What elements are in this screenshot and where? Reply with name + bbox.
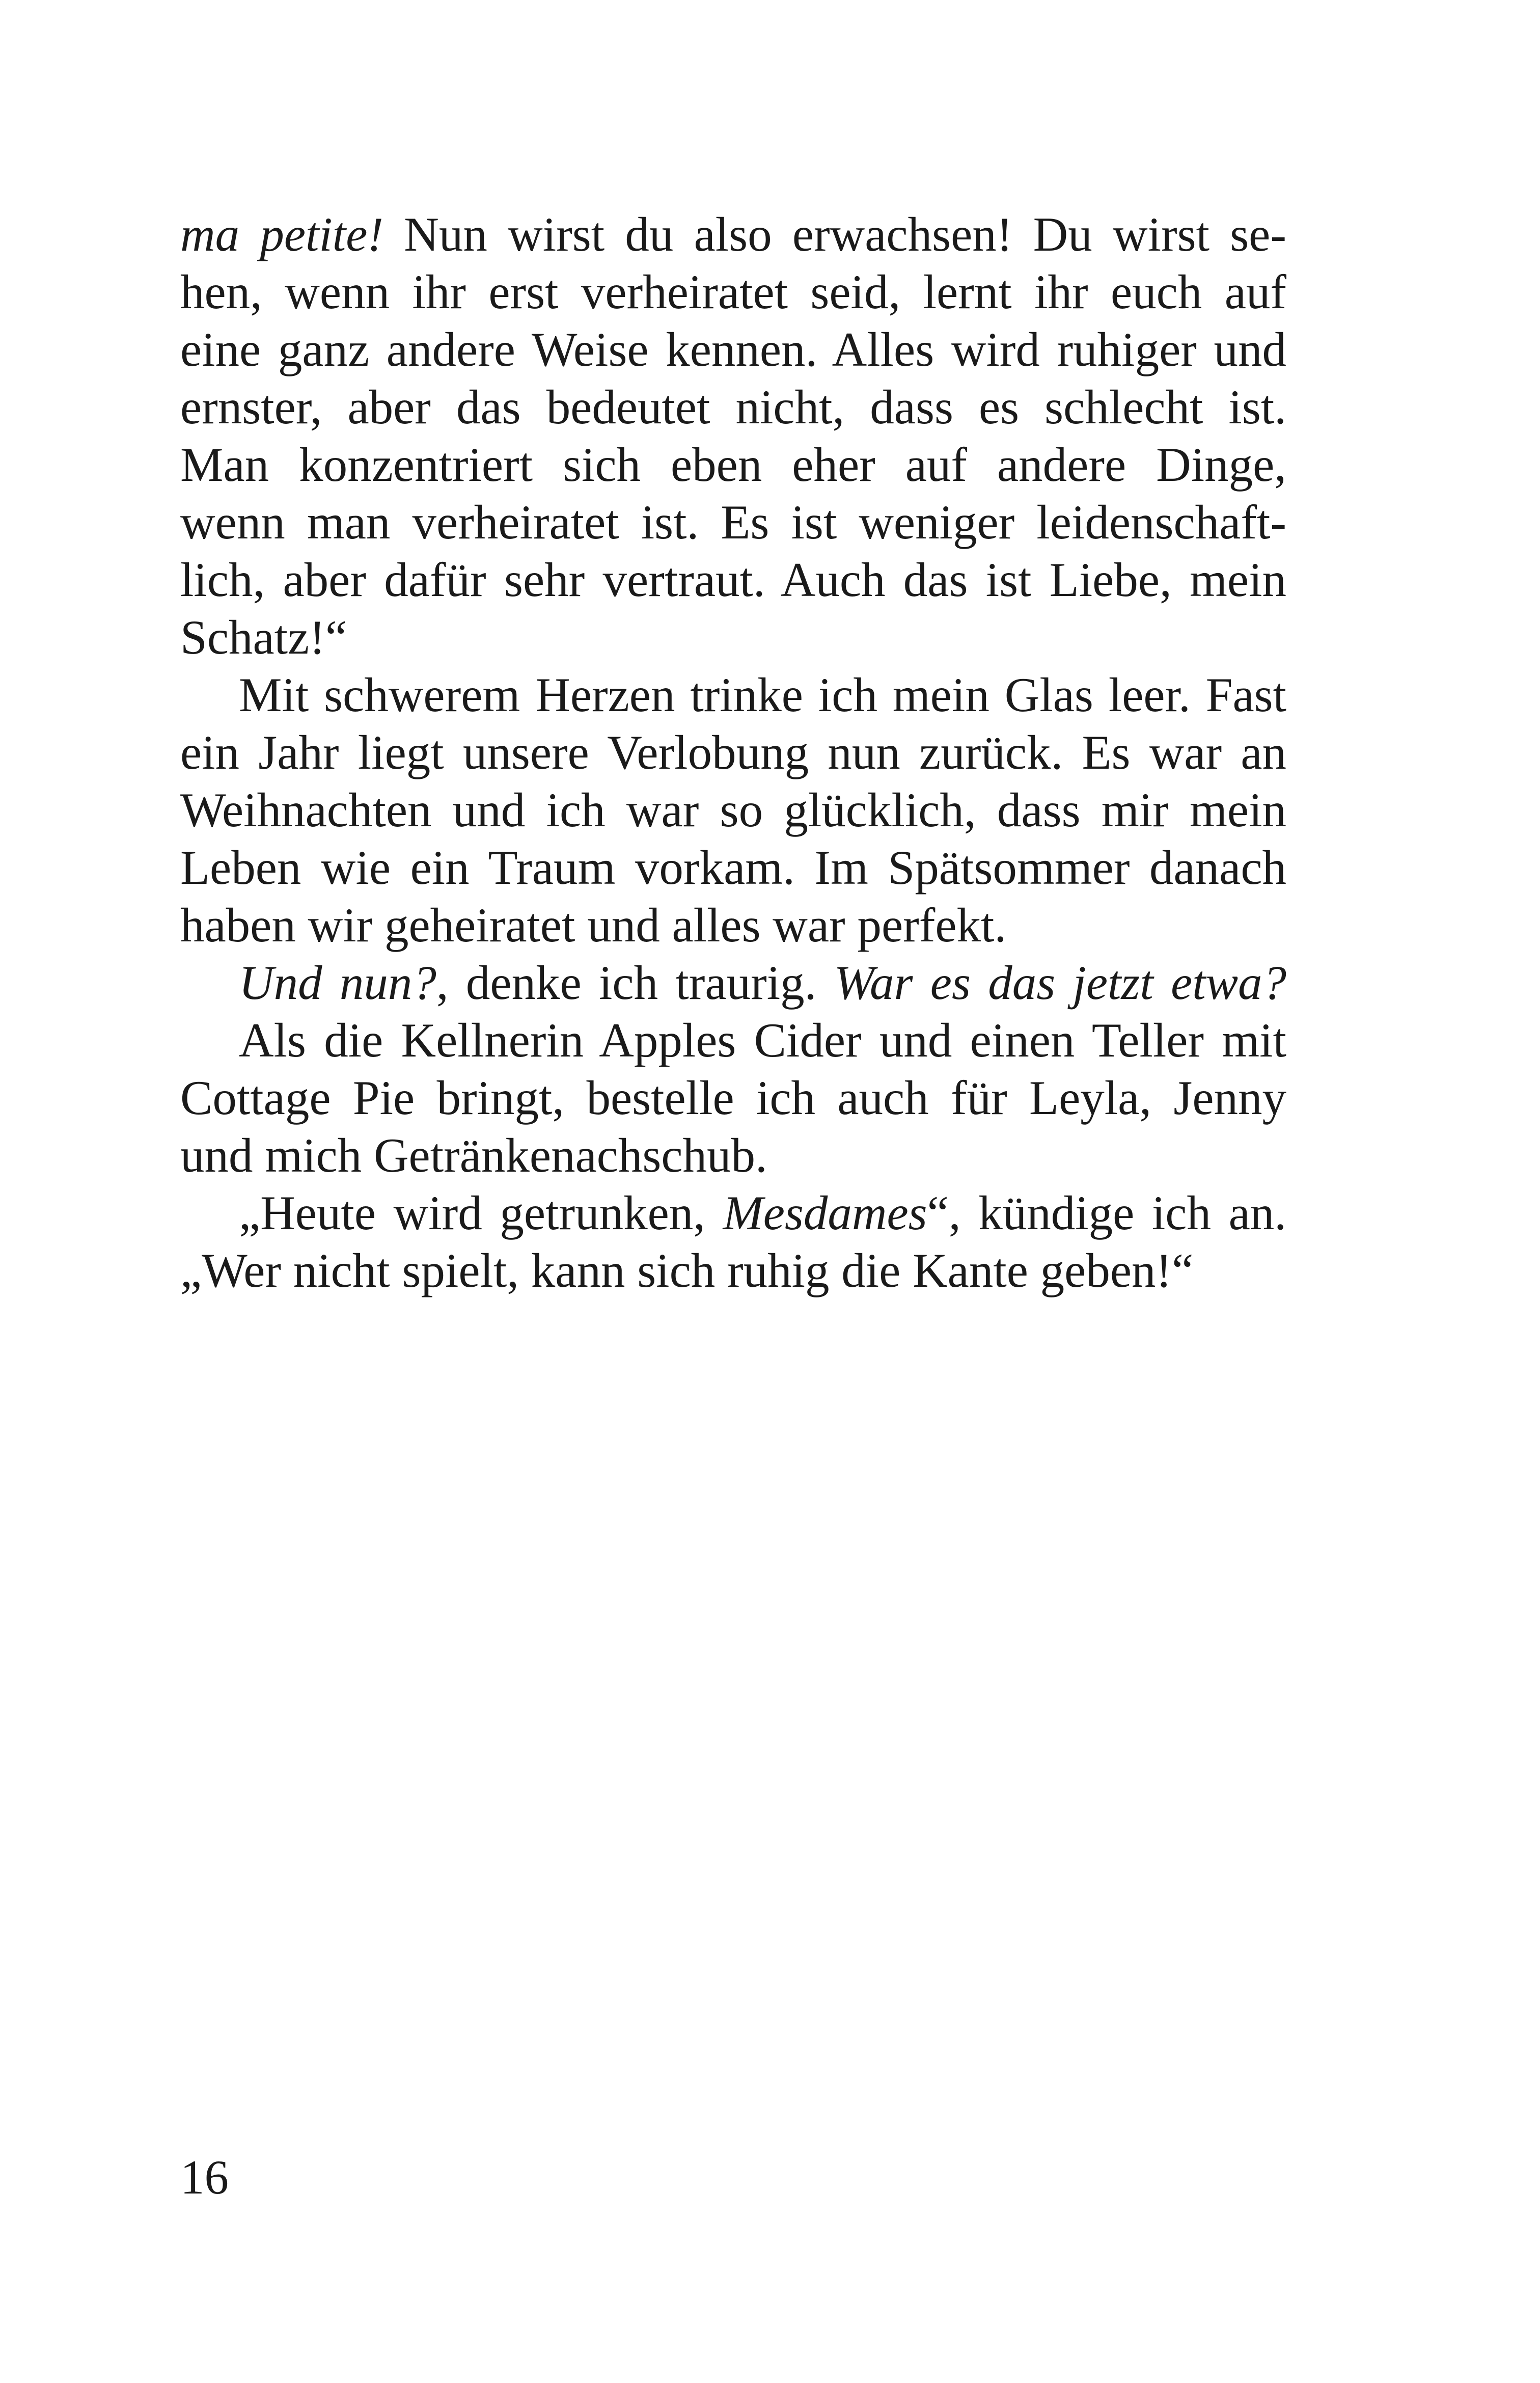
- text-line: [180, 551, 1286, 609]
- text-segment: wenn man verheiratet ist. Es ist weniger leidenschaft-: [180, 495, 1286, 549]
- text-line: [180, 206, 1286, 263]
- page-number: 16: [180, 2150, 229, 2204]
- text-segment: Leben wie ein Traum vorkam. Im Spätsommer danach: [180, 841, 1286, 895]
- text-line: [180, 321, 1286, 378]
- text-segment: und mich Getränkenachschub.: [180, 1128, 767, 1182]
- text-segment: ernster, aber das bedeutet nicht, dass es schlecht ist.: [180, 380, 1286, 434]
- text-line: [180, 1184, 1286, 1242]
- text-line: [180, 897, 1286, 954]
- text-segment: „Wer nicht spielt, kann sich ruhig die Kante geben!“: [180, 1243, 1194, 1297]
- text-segment: Schatz!“: [180, 610, 347, 664]
- italic-text: Und nun?: [239, 956, 436, 1010]
- text-segment: Als die Kellnerin Apples Cider und einen Teller mit: [239, 1013, 1286, 1067]
- text-segment: , denke ich traurig.: [436, 956, 834, 1010]
- text-line: [180, 1127, 1286, 1184]
- text-line: [180, 1069, 1286, 1127]
- text-line: [180, 263, 1286, 321]
- text-segment: ein Jahr liegt unsere Verlobung nun zurück. Es war an: [180, 725, 1286, 779]
- text-segment: eine ganz andere Weise kennen. Alles wird ruhiger und: [180, 322, 1286, 376]
- text-segment: haben wir geheiratet und alles war perfekt.: [180, 898, 1007, 952]
- text-line: [180, 839, 1286, 897]
- text-line: [180, 1242, 1286, 1299]
- text-segment: hen, wenn ihr erst verheiratet seid, lernt ihr euch auf: [180, 265, 1286, 319]
- text-line: [180, 781, 1286, 839]
- italic-text: ma petite!: [180, 207, 383, 261]
- text-segment: Nun wirst du also erwachsen! Du wirst se-: [383, 207, 1286, 261]
- text-line: [180, 378, 1286, 436]
- text-line: [180, 1012, 1286, 1069]
- italic-text: War es das jetzt etwa?: [834, 956, 1286, 1010]
- italic-text: Mesdames: [723, 1186, 927, 1240]
- body-text: [180, 206, 1286, 1299]
- text-line: [180, 609, 1286, 666]
- text-segment: Mit schwerem Herzen trinke ich mein Glas leer. Fast: [239, 668, 1286, 722]
- text-segment: lich, aber dafür sehr vertraut. Auch das ist Liebe, mein: [180, 553, 1286, 607]
- text-segment: Man konzentriert sich eben eher auf andere Dinge,: [180, 438, 1286, 492]
- text-line: [180, 494, 1286, 551]
- text-segment: Weihnachten und ich war so glücklich, dass mir mein: [180, 783, 1286, 837]
- text-line: [180, 436, 1286, 494]
- text-segment: “, kündige ich an.: [927, 1186, 1286, 1240]
- text-segment: „Heute wird getrunken,: [239, 1186, 723, 1240]
- text-line: [180, 724, 1286, 781]
- text-line: [180, 666, 1286, 724]
- text-line: [180, 954, 1286, 1012]
- text-segment: Cottage Pie bringt, bestelle ich auch für Leyla, Jenny: [180, 1071, 1286, 1125]
